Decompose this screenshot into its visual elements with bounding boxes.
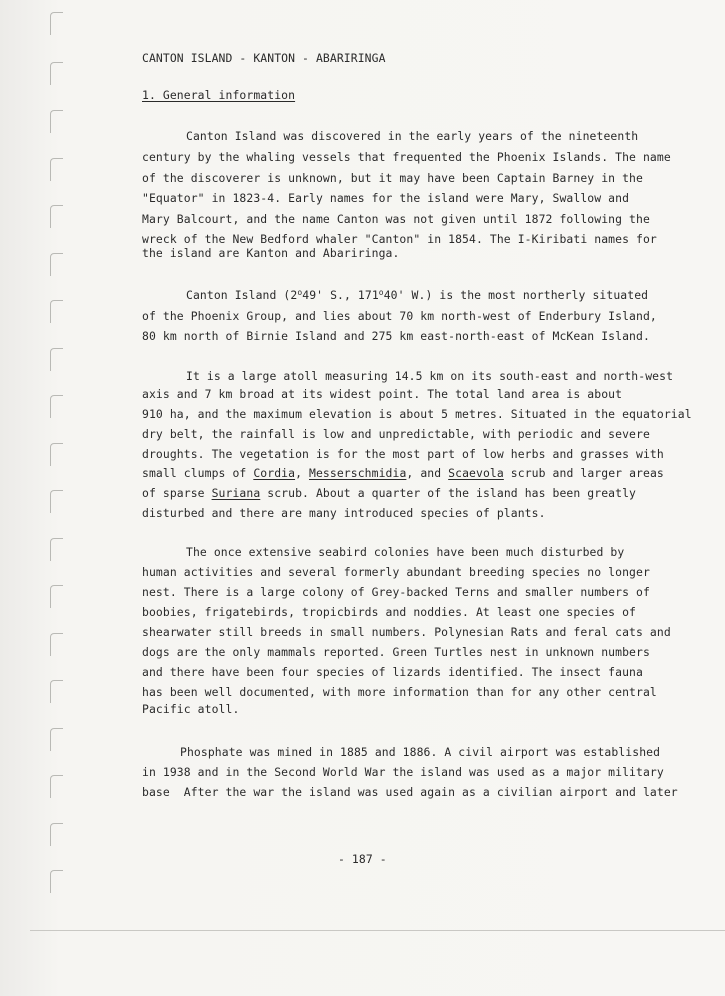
binder-hole bbox=[50, 490, 63, 513]
paragraph-line: It is a large atoll measuring 14.5 km on its south-east and north-west bbox=[186, 369, 674, 383]
species-name: Scaevola bbox=[448, 466, 504, 480]
paragraph-line bbox=[186, 288, 648, 302]
text-span: scrub. About a quarter of the island has been greatly bbox=[260, 486, 637, 500]
degree-mark: o bbox=[297, 288, 303, 297]
paragraph-line: wreck of the New Bedford whaler "Canton" in 1854. The I-Kiribati names for bbox=[142, 232, 657, 246]
paragraph-line: 910 ha, and the maximum elevation is about 5 metres. Situated in the equatorial bbox=[142, 407, 692, 421]
binder-hole bbox=[50, 870, 63, 893]
text-span: Canton Island (2 bbox=[186, 288, 298, 302]
paragraph-line: nest. There is a large colony of Grey-backed Terns and smaller numbers of bbox=[142, 585, 650, 599]
paragraph-line: 80 km north of Birnie Island and 275 km east-north-east of McKean Island. bbox=[142, 329, 650, 343]
paragraph-line: century by the whaling vessels that frequented the Phoenix Islands. The name bbox=[142, 150, 671, 164]
section-heading: 1. General information bbox=[142, 88, 296, 102]
binder-hole bbox=[50, 158, 63, 181]
binder-hole bbox=[50, 205, 63, 228]
paragraph-line: The once extensive seabird colonies have been much disturbed by bbox=[186, 545, 625, 559]
binder-hole bbox=[50, 823, 63, 846]
binder-hole bbox=[50, 300, 63, 323]
paragraph-line: Canton Island was discovered in the early years of the nineteenth bbox=[186, 129, 639, 143]
binder-hole bbox=[50, 110, 63, 133]
paragraph-line: axis and 7 km broad at its widest point. The total land area is about bbox=[142, 387, 623, 401]
text-span: 40' W.) is the most northerly situated bbox=[383, 288, 649, 302]
species-name: Cordia bbox=[253, 466, 296, 480]
binder-hole bbox=[50, 443, 63, 466]
paragraph-line: of the Phoenix Group, and lies about 70 km north-west of Enderbury Island, bbox=[142, 309, 657, 323]
paragraph-line: dry belt, the rainfall is low and unpredictable, with periodic and severe bbox=[142, 427, 650, 441]
binder-hole bbox=[50, 680, 63, 703]
paragraph-line: of the discoverer is unknown, but it may have been Captain Barney in the bbox=[142, 171, 643, 185]
paragraph-line: has been well documented, with more information than for any other central bbox=[142, 685, 657, 699]
paragraph-line: Phosphate was mined in 1885 and 1886. A civil airport was established bbox=[180, 745, 661, 759]
page-edge bbox=[30, 930, 725, 931]
text-span: of sparse bbox=[142, 486, 212, 500]
paragraph-line: "Equator" in 1823-4. Early names for the island were Mary, Swallow and bbox=[142, 191, 630, 205]
binder-hole bbox=[50, 348, 63, 371]
paragraph-line: Pacific atoll. bbox=[142, 702, 240, 716]
text-span: small clumps of bbox=[142, 466, 254, 480]
degree-mark: o bbox=[378, 288, 384, 297]
paragraph-line bbox=[142, 486, 636, 500]
paragraph-line: in 1938 and in the Second World War the island was used as a major military bbox=[142, 765, 664, 779]
paragraph-line: human activities and several formerly abundant breeding species no longer bbox=[142, 565, 650, 579]
binder-holes bbox=[44, 0, 66, 900]
binder-hole bbox=[50, 253, 63, 276]
paragraph-line: and there have been four species of lizards identified. The insect fauna bbox=[142, 665, 643, 679]
text-span: , bbox=[295, 466, 309, 480]
paragraph-line: dogs are the only mammals reported. Green Turtles nest in unknown numbers bbox=[142, 645, 650, 659]
text-span: 49' S., 171 bbox=[302, 288, 379, 302]
paragraph-line: shearwater still breeds in small numbers. Polynesian Rats and feral cats and bbox=[142, 625, 671, 639]
species-name: Messerschmidia bbox=[309, 466, 407, 480]
binder-hole bbox=[50, 633, 63, 656]
binder-hole bbox=[50, 538, 63, 561]
binder-hole bbox=[50, 62, 63, 85]
paragraph-line: the island are Kanton and Abariringa. bbox=[142, 246, 400, 260]
paragraph-line: droughts. The vegetation is for the most part of low herbs and grasses with bbox=[142, 447, 664, 461]
paragraph-line bbox=[142, 466, 664, 480]
paragraph-line: Mary Balcourt, and the name Canton was not given until 1872 following the bbox=[142, 212, 650, 226]
binder-hole bbox=[50, 12, 63, 35]
binder-hole bbox=[50, 775, 63, 798]
text-span: , and bbox=[406, 466, 449, 480]
page-number: - 187 - bbox=[338, 852, 387, 866]
paragraph-line: boobies, frigatebirds, tropicbirds and noddies. At least one species of bbox=[142, 605, 636, 619]
species-name: Suriana bbox=[211, 486, 261, 500]
binder-hole bbox=[50, 728, 63, 751]
paragraph-line: disturbed and there are many introduced species of plants. bbox=[142, 506, 546, 520]
binder-hole bbox=[50, 585, 63, 608]
document-title: CANTON ISLAND - KANTON - ABARIRINGA bbox=[142, 51, 386, 65]
binder-hole bbox=[50, 395, 63, 418]
paragraph-line: base After the war the island was used again as a civilian airport and later bbox=[142, 785, 678, 799]
text-span: scrub and larger areas bbox=[503, 466, 664, 480]
